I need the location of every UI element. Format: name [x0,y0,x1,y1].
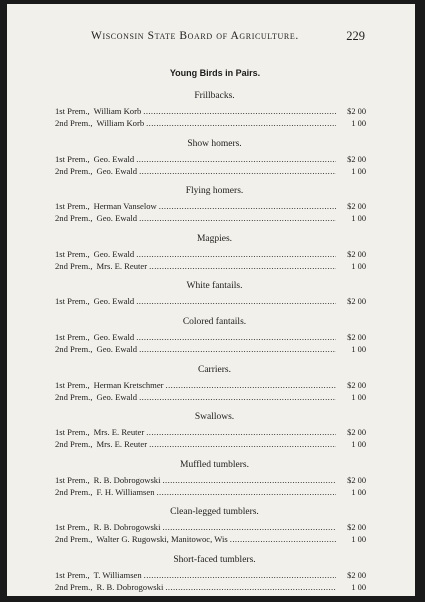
leader-dots [165,581,336,593]
leader-dots [166,379,336,391]
leader-dots [146,426,336,438]
section-title: Carriers. [198,364,231,375]
winner-name: Mrs. E. Reuter [96,439,148,450]
winner-name: William Korb [96,118,145,128]
winner-name: Geo. Ewald [93,248,135,259]
leader-dots [136,248,336,260]
leader-dots [143,105,336,117]
premium-section [55,411,366,450]
winner-name: Geo. Ewald [96,213,138,224]
entry-row [55,426,366,438]
section-title: Magpies. [196,233,233,244]
premium-section [55,316,366,355]
premium-label: 1st Prem., [55,296,90,307]
entry-row [55,438,366,450]
premium-section [55,233,366,272]
leader-dots [139,165,336,177]
leader-dots [139,391,336,403]
winner-name: William Korb [93,106,142,116]
premium-label: 1st Prem., [55,201,90,212]
prize-amount: 1 00 [351,261,366,271]
leader-dots [162,521,336,533]
premium-label: 2nd Prem., [55,581,93,592]
premium-label: 2nd Prem., [55,391,93,402]
entry-row [55,343,366,355]
entry-row [55,260,366,272]
entry-row [55,486,366,498]
prize-amount: 1 00 [351,214,366,224]
premium-label: 1st Prem., [55,331,90,342]
prize-amount: $2 00 [347,297,366,307]
prize-amount: 1 00 [351,487,366,497]
premium-label: 1st Prem., [55,153,90,164]
prize-amount: $2 00 [347,332,366,342]
prize-amount: $2 00 [347,154,366,164]
section-title: Colored fantails. [182,316,247,327]
entry-row [55,474,366,486]
entry-row [55,581,366,593]
premium-section [55,364,366,403]
premium-label: 1st Prem., [55,106,90,116]
prize-amount: $2 00 [347,523,366,533]
section-title: Flying homers. [185,186,244,197]
winner-name: Geo. Ewald [96,165,138,176]
winner-name: R. B. Dobrogowski [96,581,164,592]
premium-label: 1st Prem., [55,379,90,390]
entry-row [55,295,366,307]
leader-dots [162,474,336,486]
entry-row [55,331,366,343]
premium-label: 2nd Prem., [55,343,93,354]
premium-label: 2nd Prem., [55,439,93,450]
winner-name: Geo. Ewald [93,296,135,307]
premium-section [55,554,366,593]
section-title: Short-faced tumblers. [173,554,256,565]
leader-dots [149,260,336,272]
winner-name: Geo. Ewald [96,391,138,402]
leader-dots [144,569,336,581]
leader-dots [136,153,336,165]
entry-row [55,105,366,117]
premium-list [55,90,366,602]
section-title: Swallows. [194,412,235,423]
winner-name: R. B. Dobrogowski [93,522,161,533]
leader-dots [136,331,336,343]
prize-amount: $2 00 [347,380,366,390]
winner-name: F. H. Williamsen [96,486,155,497]
entry-row [55,165,366,177]
entry-row [55,391,366,403]
premium-label: 1st Prem., [55,474,90,485]
leader-dots [139,343,336,355]
running-head: Wisconsin State Board of Agriculture. [91,30,299,42]
winner-name: Walter G. Rugowski, Manitowoc, Wis [96,534,228,545]
premium-label: 1st Prem., [55,522,90,533]
leader-dots [230,533,336,545]
entry-row [55,117,366,129]
premium-label: 2nd Prem., [55,486,93,497]
premium-label: 1st Prem., [55,569,90,580]
winner-name: Geo. Ewald [93,153,135,164]
leader-dots [136,295,336,307]
premium-section [55,185,366,224]
entry-row [55,212,366,224]
premium-section [55,280,366,307]
prize-amount: 1 00 [351,392,366,402]
prize-amount: $2 00 [347,249,366,259]
premium-label: 1st Prem., [55,427,90,438]
section-title: Frillbacks. [194,91,235,101]
winner-name: Herman Vanselow [93,201,157,212]
leader-dots [149,438,336,450]
leader-dots [146,117,336,129]
premium-section [55,459,366,498]
premium-label: 2nd Prem., [55,534,93,545]
prize-amount: $2 00 [347,202,366,212]
prize-amount: 1 00 [351,119,366,128]
prize-amount: $2 00 [347,428,366,438]
premium-label: 2nd Prem., [55,165,93,176]
prize-amount: $2 00 [347,570,366,580]
entry-row [55,533,366,545]
prize-amount: 1 00 [351,440,366,450]
entry-row [55,569,366,581]
premium-section [55,90,366,129]
premium-label: 1st Prem., [55,248,90,259]
prize-amount: 1 00 [351,166,366,176]
leader-dots [159,200,336,212]
section-title: Show homers. [187,138,242,149]
entry-row [55,248,366,260]
premium-label: 2nd Prem., [55,260,93,271]
premium-label: 2nd Prem., [55,213,93,224]
winner-name: Geo. Ewald [96,343,138,354]
section-subtitle: Young Birds in Pairs. [169,68,261,78]
winner-name: Mrs. E. Reuter [96,260,148,271]
leader-dots [139,212,336,224]
entry-row [55,200,366,212]
entry-row [55,379,366,391]
entry-row [55,153,366,165]
winner-name: R. B. Dobrogowski [93,474,161,485]
prize-amount: 1 00 [351,344,366,354]
prize-amount: 1 00 [351,535,366,545]
leader-dots [157,486,337,498]
page-header [7,30,415,46]
premium-section [55,506,366,545]
prize-amount: 1 00 [351,582,366,592]
premium-section [55,138,366,177]
prize-amount: $2 00 [347,107,366,116]
prize-amount: $2 00 [347,475,366,485]
entry-row [55,521,366,533]
winner-name: Herman Kretschmer [93,379,164,390]
section-title: Muffled tumblers. [180,459,249,470]
winner-name: T. Williamsen [93,569,142,580]
winner-name: Mrs. E. Reuter [93,427,145,438]
premium-label: 2nd Prem., [55,118,93,128]
winner-name: Geo. Ewald [93,331,135,342]
page-number: 229 [346,29,365,43]
section-title: Clean-legged tumblers. [170,507,259,518]
document-page [7,4,415,596]
section-title: White fantails. [186,281,243,292]
